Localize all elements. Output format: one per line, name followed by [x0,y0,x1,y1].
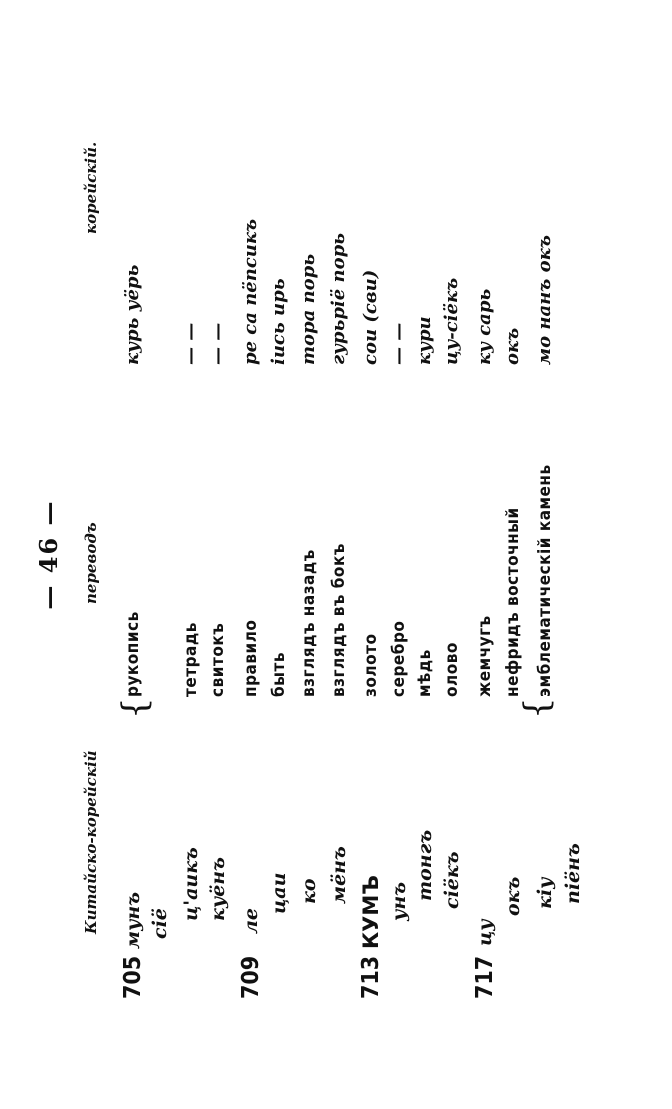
header-translation: переводъ [82,522,100,604]
header-chinese-korean: Китайско-корейскій [82,750,100,934]
russian-translation: мѣдь [415,649,435,697]
table-row [203,0,233,1109]
chinese-korean-word: сіёкъ [441,851,463,909]
russian-translation: эмблематическій камень [535,464,555,697]
table-row [294,0,324,1109]
table-row [470,0,500,1109]
page-number: — 46 — [34,499,63,610]
chinese-korean-word: куёнъ [207,857,229,921]
russian-translation: рукопись [123,611,143,697]
korean-word: тора порь [298,253,319,365]
russian-translation: правило [241,619,261,697]
chinese-korean-word: ле [240,908,262,934]
korean-word: — — [207,322,228,365]
russian-translation: серебро [389,620,409,697]
table-row [437,0,467,1109]
table-row [410,0,440,1109]
korean-word: курь уёрь [122,264,143,365]
russian-translation: нефридъ восточный [503,507,523,697]
chinese-korean-word: окъ [502,876,524,916]
korean-word: ре са пёпсикъ [240,218,261,365]
table-row [498,0,528,1109]
table-row [118,0,148,1109]
brace-rukopis: { [115,697,155,719]
table-row [558,0,588,1109]
korean-word: окъ [502,327,523,365]
russian-translation: быть [269,651,289,697]
entry-number: 713 [358,955,384,999]
table-row [176,0,206,1109]
table-row [236,0,266,1109]
chinese-korean-word: мунъ [122,891,144,949]
chinese-korean-word: мёнъ [328,846,350,904]
table-row [356,0,386,1109]
russian-translation: олово [442,642,462,697]
chinese-korean-word: сіё [149,908,171,939]
korean-word: мо нанъ окъ [534,235,555,365]
korean-word: гурьріё порь [328,232,349,365]
entry-number: 709 [238,955,264,999]
russian-translation: тетрадь [181,622,201,697]
chinese-korean-word: піёнъ [562,843,584,904]
chinese-korean-word: цу [474,919,496,946]
chinese-korean-word: тонгъ [414,829,436,901]
korean-word: кури [414,316,435,365]
korean-word: цу-сіёкъ [441,277,462,365]
chinese-korean-word: унъ [388,881,410,921]
korean-word: іись ирь [268,278,289,365]
table-row [324,0,354,1109]
chinese-korean-word: КУМЪ [359,875,383,949]
chinese-korean-word: ц'аикъ [180,847,202,921]
chinese-korean-word: ко [298,878,320,904]
korean-word: ку сарь [474,288,495,365]
entry-number: 705 [120,955,146,999]
brace-emblem: { [517,697,557,719]
table-row [145,0,175,1109]
table-row [264,0,294,1109]
chinese-korean-word: кіу [534,877,556,909]
russian-translation: взглядъ назадъ [299,549,319,697]
korean-word: — — [388,322,409,365]
russian-translation: свитокъ [208,622,228,697]
russian-translation: взглядъ въ бокъ [329,543,349,697]
entry-number: 717 [472,955,498,999]
header-korean: корейскій. [82,141,100,234]
table-row [530,0,560,1109]
korean-word: сои (сви) [360,269,381,365]
chinese-korean-word: цаи [268,872,290,914]
korean-word: — — [180,322,201,365]
russian-translation: жемчугъ [475,615,495,697]
russian-translation: золото [361,633,381,697]
